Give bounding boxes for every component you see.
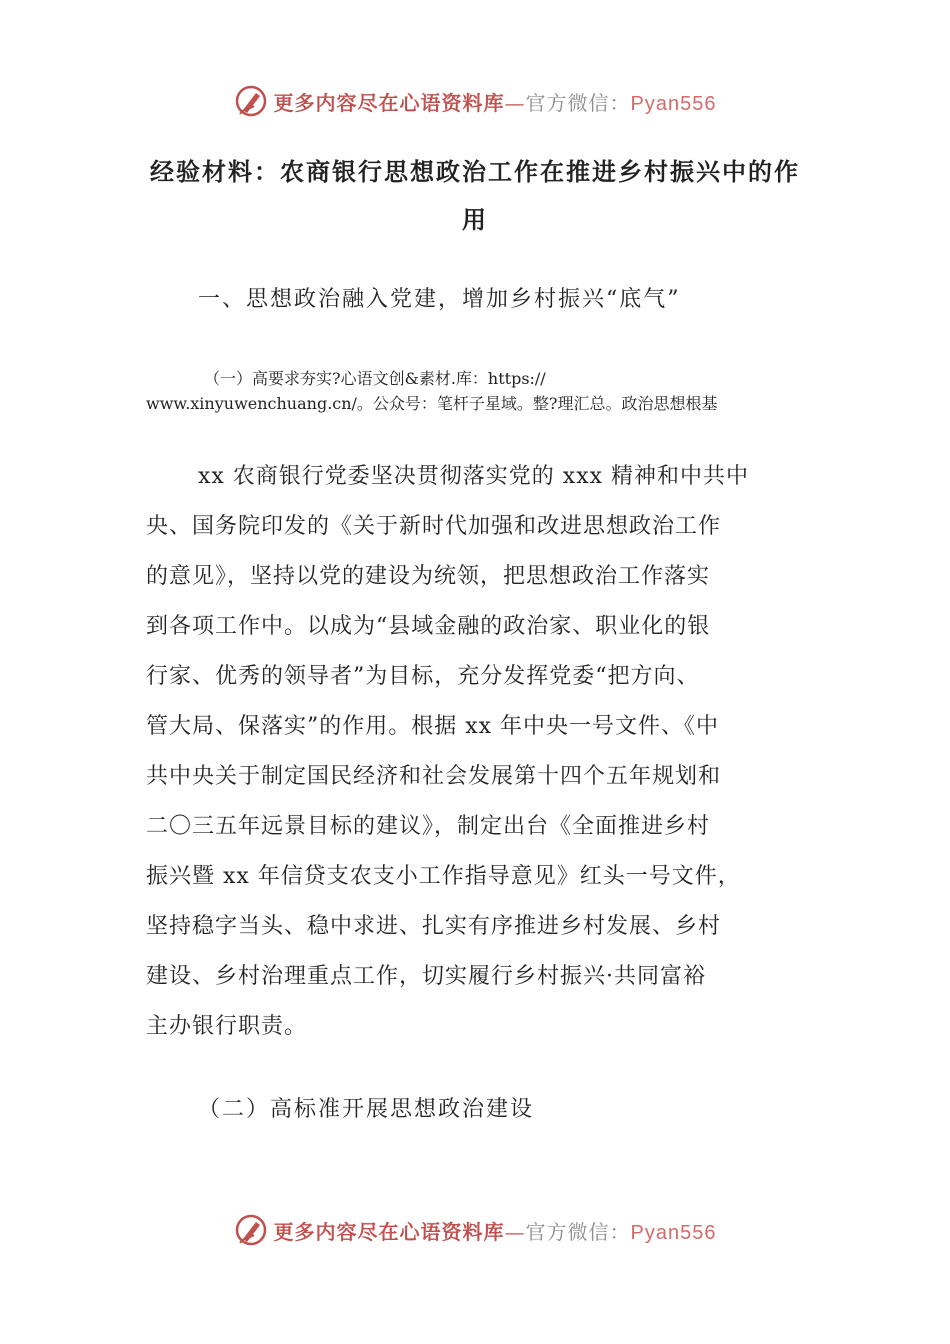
paragraph-line: 共中央关于制定国民经济和社会发展第十四个五年规划和 — [146, 764, 722, 789]
banner-wechat-label: 官方微信： — [525, 1219, 631, 1244]
subsection-2-heading: （二）高标准开展思想政治建设 — [198, 1097, 535, 1122]
banner-wechat-label: 官方微信： — [525, 90, 631, 115]
paragraph-line: 到各项工作中。以成为“县域金融的政治家、职业化的银 — [146, 614, 711, 639]
paragraph-line: 管大局、保落实”的作用。根据 xx 年中央一号文件、《中 — [146, 714, 720, 739]
pen-circle-icon — [234, 84, 268, 118]
paragraph-line: xx 农商银行党委坚决贯彻落实党的 xxx 精神和中共中 — [198, 464, 750, 489]
banner-text — [274, 1216, 717, 1245]
banner-separator: — — [504, 90, 526, 115]
paragraph-line: 央、国务院印发的《关于新时代加强和改进思想政治工作 — [146, 514, 722, 539]
subsection-1-line-1: （一）高要求夯实?心语文创&素材.库：https:// — [204, 369, 546, 388]
banner-main-text: 更多内容尽在心语资料库 — [273, 1219, 505, 1244]
paragraph-line: 主办银行职责。 — [146, 1014, 308, 1039]
subsection-1-heading — [146, 366, 806, 416]
paragraph-line: 的意见》，坚持以党的建设为统领，把思想政治工作落实 — [146, 564, 711, 589]
section-1-heading: 一、思想政治融入党建，增加乡村振兴“底气” — [198, 287, 681, 312]
paragraph-line: 行家、优秀的领导者”为目标，充分发挥党委“把方向、 — [146, 664, 700, 689]
page-title: 经验材料：农商银行思想政治工作在推进乡村振兴中的作用 — [150, 157, 800, 234]
subsection-1-line-2: www.xinyuwenchuang.cn/。公众号：笔杆子星域。整?理汇总。政治思想根基 — [146, 394, 718, 413]
footer-banner — [0, 1205, 950, 1255]
body-paragraph — [146, 452, 796, 1052]
banner-main-text: 更多内容尽在心语资料库 — [273, 90, 505, 115]
header-banner — [0, 76, 950, 126]
banner-separator: — — [504, 1219, 526, 1244]
banner-wechat-id: Pyan556 — [630, 1221, 717, 1244]
paragraph-line: 振兴暨 xx 年信贷支农支小工作指导意见》红头一号文件， — [146, 864, 741, 889]
paragraph-line: 二〇三五年远景目标的建议》，制定出台《全面推进乡村 — [146, 814, 711, 839]
paragraph-line: 坚持稳字当头、稳中求进、扎实有序推进乡村发展、乡村 — [146, 914, 722, 939]
banner-text — [274, 87, 717, 116]
paragraph-line: 建设、乡村治理重点工作，切实履行乡村振兴·共同富裕 — [146, 964, 706, 989]
pen-circle-icon — [234, 1213, 268, 1247]
banner-wechat-id: Pyan556 — [630, 92, 717, 115]
